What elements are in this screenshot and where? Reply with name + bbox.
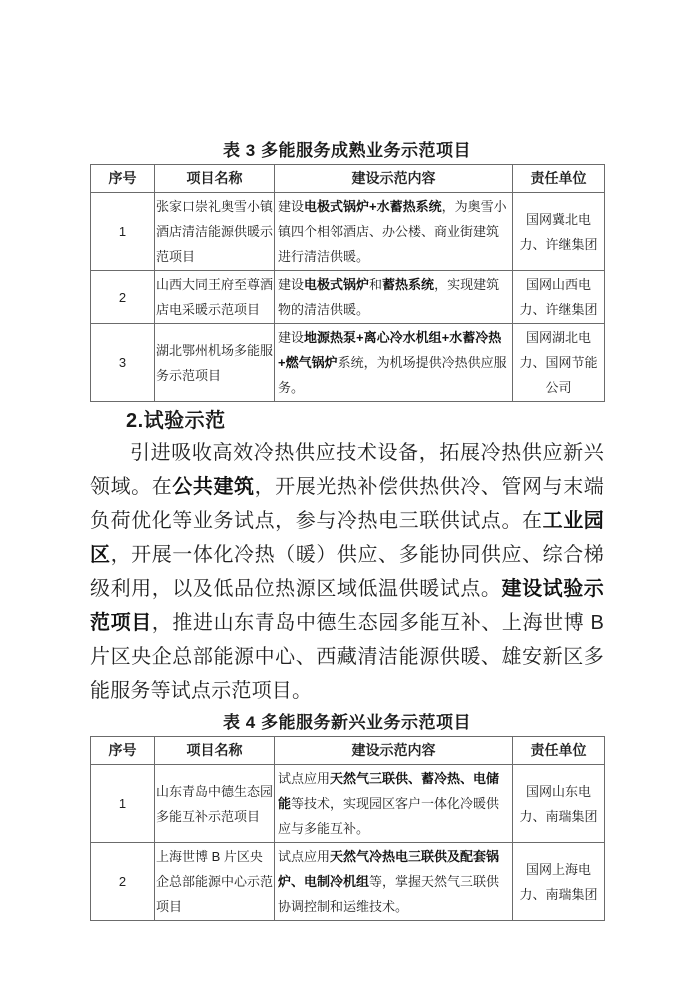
cell-responsible-unit: 国网冀北电力、许继集团	[513, 193, 605, 271]
table-row	[91, 765, 605, 843]
cell-build-content	[275, 193, 513, 271]
col-header-content: 建设示范内容	[275, 737, 513, 765]
col-header-unit: 责任单位	[513, 165, 605, 193]
cell-responsible-unit: 国网上海电力、南瑞集团	[513, 843, 605, 921]
cell-responsible-unit: 国网山西电力、许继集团	[513, 271, 605, 324]
cell-project-name: 山东青岛中德生态园多能互补示范项目	[155, 765, 275, 843]
bold-term: 建设试验示范项目	[90, 578, 604, 634]
text-segment: 建设	[278, 199, 305, 214]
text-segment: ，推进山东青岛中德生态园多能互补、上海世博 B 片区央企总部能源中心、西藏清洁能源供暖、雄安新区多能服务等试点示范项目。	[90, 612, 604, 702]
bold-term: 蓄热系统	[382, 277, 435, 292]
col-header-name: 项目名称	[155, 165, 275, 193]
bold-term: 电极式锅炉	[304, 277, 370, 292]
col-header-content: 建设示范内容	[275, 165, 513, 193]
cell-build-content	[275, 765, 513, 843]
table3-title: 表 3 多能服务成熟业务示范项目	[223, 141, 471, 160]
cell-seq: 1	[91, 193, 155, 271]
cell-project-name: 上海世博 B 片区央企总部能源中心示范项目	[155, 843, 275, 921]
table-row	[91, 324, 605, 402]
cell-seq: 2	[91, 843, 155, 921]
bold-term: 公共建筑	[172, 476, 255, 498]
text-segment: ，开展一体化冷热（暖）供应、多能协同供应、综合梯级利用，以及低品位热源区域低温供暖试点。	[90, 544, 604, 600]
col-header-seq: 序号	[91, 737, 155, 765]
bold-term: 地源热泵+离心冷水机组+水蓄冷热+燃气锅炉	[278, 330, 502, 370]
cell-build-content	[275, 271, 513, 324]
text-segment: ，实现建筑物的清洁供暖。	[278, 277, 500, 317]
text-segment: 系统，为机场提供冷热供应服务。	[278, 355, 507, 395]
cell-seq: 1	[91, 765, 155, 843]
cell-project-name: 山西大同王府至尊酒店电采暖示范项目	[155, 271, 275, 324]
cell-build-content	[275, 324, 513, 402]
section-heading: 2.试验示范	[126, 410, 226, 432]
text-segment: 试点应用	[278, 771, 331, 786]
bold-term: 天然气冷热电三联供及配套锅炉、电制冷机组	[278, 849, 500, 889]
table-row	[91, 843, 605, 921]
cell-seq: 3	[91, 324, 155, 402]
text-segment: 引进吸收高效冷热供应技术设备，拓展冷热供应新兴领域。在	[90, 442, 604, 498]
cell-project-name: 张家口崇礼奥雪小镇酒店清洁能源供暖示范项目	[155, 193, 275, 271]
table4-header-row	[91, 737, 605, 765]
table4	[90, 736, 605, 921]
text-segment: 建设	[278, 277, 305, 292]
col-header-name: 项目名称	[155, 737, 275, 765]
body-paragraph	[90, 436, 604, 708]
table-row	[91, 271, 605, 324]
text-segment: 等技术，实现园区客户一体化冷暖供应与多能互补。	[278, 796, 500, 836]
cell-seq: 2	[91, 271, 155, 324]
cell-responsible-unit: 国网湖北电力、国网节能公司	[513, 324, 605, 402]
text-segment: ，为奥雪小镇四个相邻酒店、办公楼、商业街建筑进行清洁供暖。	[278, 199, 507, 264]
cell-project-name: 湖北鄂州机场多能服务示范项目	[155, 324, 275, 402]
bold-term: 工业园区	[90, 510, 604, 566]
cell-build-content	[275, 843, 513, 921]
text-segment: 等，掌握天然气三联供协调控制和运维技术。	[278, 874, 500, 914]
table3-header-row	[91, 165, 605, 193]
text-segment: ，开展光热补偿供热供冷、管网与末端负荷优化等业务试点，参与冷热电三联供试点。在	[90, 476, 604, 532]
text-segment: 建设	[278, 330, 305, 345]
table-row	[91, 193, 605, 271]
cell-responsible-unit: 国网山东电力、南瑞集团	[513, 765, 605, 843]
text-segment: 试点应用	[278, 849, 331, 864]
table4-title: 表 4 多能服务新兴业务示范项目	[223, 713, 471, 732]
table3	[90, 164, 605, 402]
bold-term: 天然气三联供、蓄冷热、电储能	[278, 771, 500, 811]
text-segment: 和	[369, 277, 383, 292]
bold-term: 电极式锅炉+水蓄热系统	[304, 199, 442, 214]
col-header-seq: 序号	[91, 165, 155, 193]
col-header-unit: 责任单位	[513, 737, 605, 765]
